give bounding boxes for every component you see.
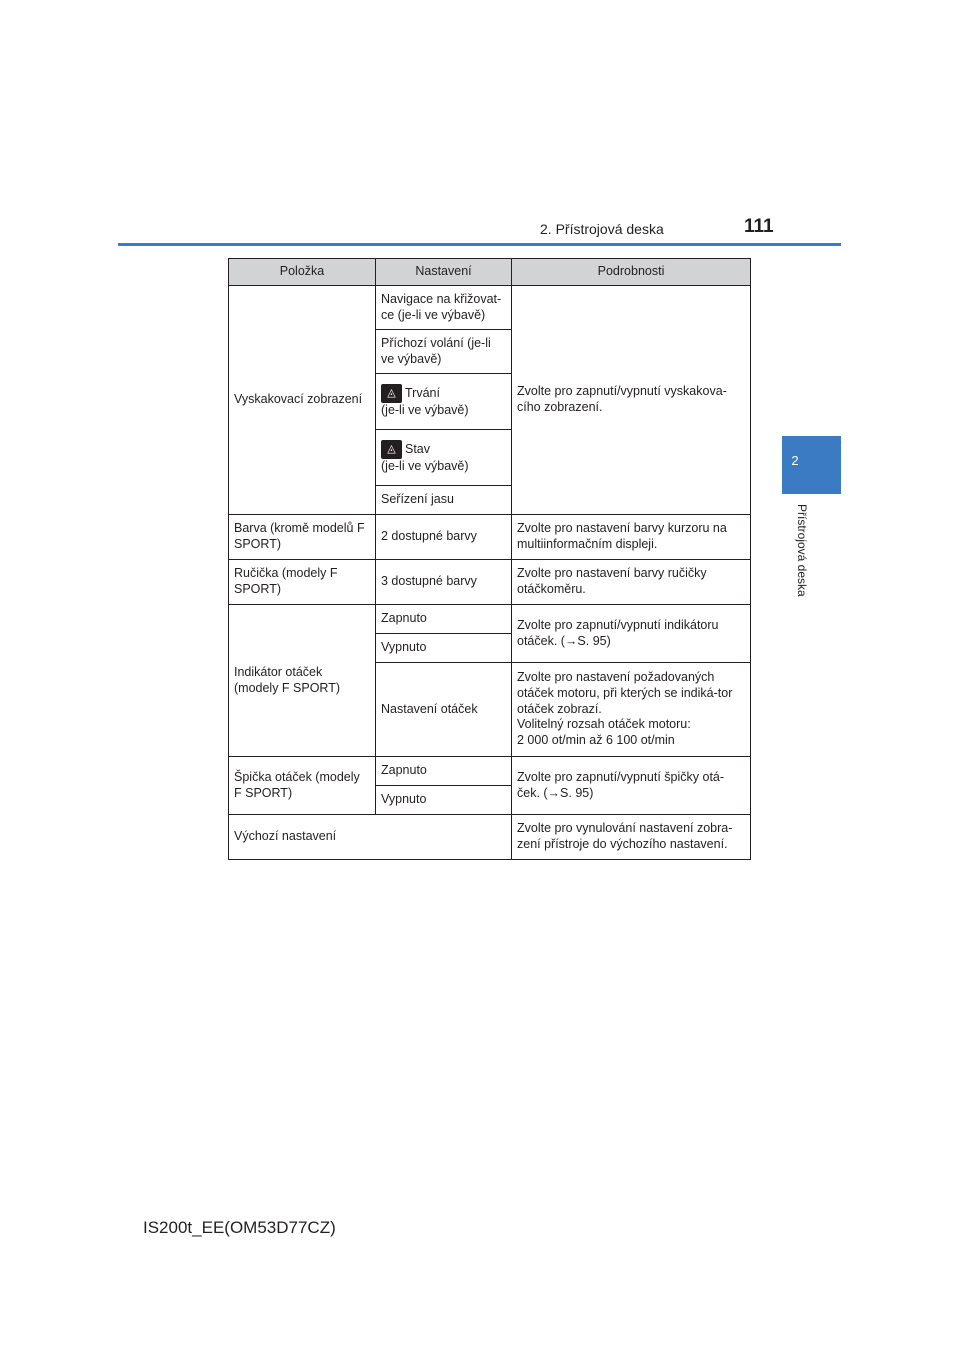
needle-item: Ručička (modely F SPORT) [229, 560, 376, 605]
color-detail: Zvolte pro nastavení barvy kurzoru na multiinformačním displeji. [512, 515, 751, 560]
popup-setting-status [376, 430, 512, 486]
rev-indicator-item: Indikátor otáček (modely F SPORT) [229, 605, 376, 757]
rev-peak-detail: Zvolte pro zapnutí/vypnutí špičky otá-ček. (→S. 95) [512, 757, 751, 815]
header-divider [118, 243, 841, 246]
needle-setting: 3 dostupné barvy [376, 560, 512, 605]
chapter-label-container [782, 504, 808, 634]
table-row [229, 605, 751, 634]
rev-range-label: Volitelný rozsah otáček motoru: [517, 717, 691, 732]
model-code: IS200t_EE(OM53D77CZ) [143, 1218, 336, 1237]
needle-detail: Zvolte pro nastavení barvy ručičky otáčkoměru. [512, 560, 751, 605]
rev-peak-on: Zapnuto [376, 757, 512, 786]
rev-setting-detail [512, 663, 751, 757]
popup-detail: Zvolte pro zapnutí/vypnutí vyskakova-cího zobrazení. [512, 286, 751, 515]
settings-table [228, 258, 751, 860]
assist-icon: ◬ [381, 384, 402, 403]
rev-range-value: 2 000 ot/min až 6 100 ot/min [517, 732, 675, 747]
rev-indicator-off: Vypnuto [376, 634, 512, 663]
header-item: Položka [229, 259, 376, 286]
default-item: Výchozí nastavení [229, 815, 512, 860]
default-detail: Zvolte pro vynulování nastavení zobra-zení přístroje do výchozího nastavení. [512, 815, 751, 860]
rev-peak-off: Vypnuto [376, 786, 512, 815]
status-label: Stav [405, 441, 431, 456]
chapter-tab [782, 436, 841, 494]
color-item: Barva (kromě modelů F SPORT) [229, 515, 376, 560]
chapter-label: Přístrojová deska [795, 504, 809, 597]
popup-setting-call: Příchozí volání (je-li ve výbavě) [376, 330, 512, 374]
table-row [229, 560, 751, 605]
rev-setting-text: Zvolte pro nastavení požadovaných otáček motoru, při kterých se indiká-tor otáček zobrazí. [517, 670, 733, 716]
popup-setting-navigation: Navigace na křižovat-ce (je-li ve výbavě) [376, 286, 512, 330]
table-row [229, 286, 751, 330]
table-header-row [229, 259, 751, 286]
popup-item: Vyskakovací zobrazení [229, 286, 376, 515]
popup-setting-duration [376, 374, 512, 430]
rev-setting: Nastavení otáček [376, 663, 512, 757]
header-detail: Podrobnosti [512, 259, 751, 286]
chapter-number: 2 [791, 453, 799, 468]
rev-indicator-detail: Zvolte pro zapnutí/vypnutí indikátoru otáček. (→S. 95) [512, 605, 751, 663]
header-setting: Nastavení [376, 259, 512, 286]
duration-label: Trvání [405, 385, 440, 400]
assist-icon: ◬ [381, 440, 402, 459]
table-row [229, 757, 751, 786]
rev-peak-item: Špička otáček (modely F SPORT) [229, 757, 376, 815]
popup-setting-brightness: Seřízení jasu [376, 486, 512, 515]
table-row [229, 815, 751, 860]
rev-indicator-on: Zapnuto [376, 605, 512, 634]
status-note: (je-li ve výbavě) [381, 459, 469, 474]
page-number: 111 [744, 216, 774, 237]
color-setting: 2 dostupné barvy [376, 515, 512, 560]
duration-note: (je-li ve výbavě) [381, 403, 469, 418]
table-row [229, 515, 751, 560]
section-title: 2. Přístrojová deska [540, 221, 664, 237]
